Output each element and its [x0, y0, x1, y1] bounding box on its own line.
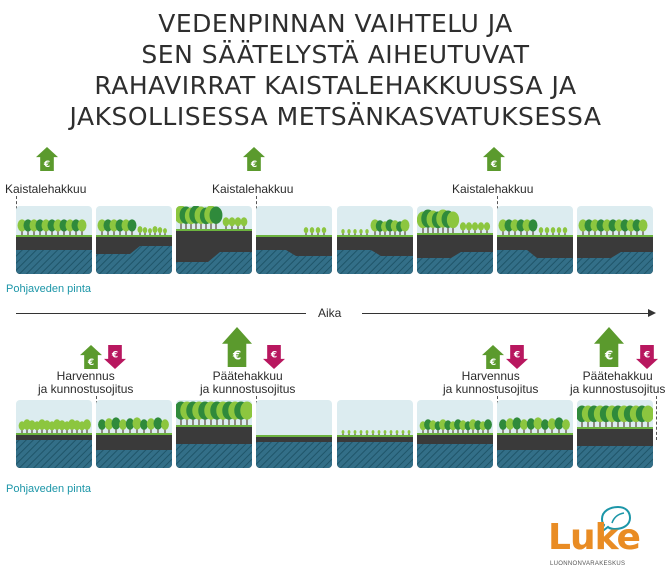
time-axis-line — [16, 313, 306, 314]
page-title — [0, 8, 671, 132]
groundwater-label-bottom: Pohjaveden pinta — [6, 483, 92, 495]
bottom-event-label-1 — [38, 370, 133, 396]
logo-wordmark: Luke — [548, 517, 640, 558]
forest-panel-bottom — [96, 400, 172, 468]
forest-panel-top — [577, 206, 653, 274]
forest-panel-top — [16, 206, 92, 274]
forest-panel-top — [417, 206, 493, 274]
bottom-event-label-3-line2: ja kunnostusojitus — [443, 382, 539, 396]
svg-text:€: € — [270, 350, 278, 361]
svg-text:€: € — [604, 348, 614, 363]
svg-text:€: € — [489, 357, 497, 368]
forest-panel-bottom — [497, 400, 573, 468]
cost-arrow-icon — [263, 345, 285, 369]
svg-text:€: € — [250, 159, 258, 170]
forest-panel-bottom — [577, 400, 653, 468]
time-axis-arrowhead-icon — [648, 309, 656, 317]
time-axis-line — [362, 313, 652, 314]
cost-arrow-icon — [636, 345, 658, 369]
svg-text:€: € — [513, 350, 521, 361]
bottom-event-label-4 — [570, 370, 665, 396]
luke-logo — [548, 505, 648, 565]
top-event-label-1: Kaistalehakkuu — [5, 182, 87, 196]
title-line-4: JAKSOLLISESSA METSÄNKASVATUKSESSA — [69, 102, 602, 131]
time-axis-label: Aika — [318, 306, 342, 320]
income-arrow-icon — [80, 345, 102, 369]
logo-subtitle: LUONNONVARAKESKUS — [550, 561, 626, 567]
bottom-event-label-1-line2: ja kunnostusojitus — [38, 382, 134, 396]
income-arrow-icon — [483, 147, 505, 171]
title-line-1: VEDENPINNAN VAIHTELU JA — [158, 9, 513, 38]
top-event-label-2: Kaistalehakkuu — [212, 182, 294, 196]
forest-panel-bottom — [417, 400, 493, 468]
forest-panel-top — [497, 206, 573, 274]
forest-panel-top — [96, 206, 172, 274]
forest-panel-top — [337, 206, 413, 274]
cost-arrow-icon — [506, 345, 528, 369]
forest-panel-top — [176, 206, 252, 274]
groundwater-label-top: Pohjaveden pinta — [6, 283, 92, 295]
svg-text:€: € — [490, 159, 498, 170]
title-line-2: SEN SÄÄTELYSTÄ AIHEUTUVAT — [141, 40, 530, 69]
svg-text:€: € — [643, 350, 651, 361]
forest-panel-bottom — [337, 400, 413, 468]
income-arrow-icon — [36, 147, 58, 171]
time-axis — [0, 304, 671, 322]
income-arrow-icon — [594, 327, 624, 367]
svg-text:€: € — [87, 357, 95, 368]
forest-panel-bottom — [256, 400, 332, 468]
bottom-event-label-2-line2: ja kunnostusojitus — [200, 382, 296, 396]
bottom-event-label-4-line1: Päätehakkuu — [582, 369, 653, 383]
income-arrow-icon — [243, 147, 265, 171]
forest-panel-bottom — [176, 400, 252, 468]
top-event-label-3: Kaistalehakkuu — [452, 182, 534, 196]
svg-text:€: € — [232, 348, 242, 363]
bottom-event-label-3 — [443, 370, 538, 396]
bottom-event-label-4-line2: ja kunnostusojitus — [570, 382, 666, 396]
event-marker-line — [656, 396, 657, 440]
income-arrow-icon — [222, 327, 252, 367]
svg-text:€: € — [111, 350, 119, 361]
bottom-event-label-3-line1: Harvennus — [461, 369, 520, 383]
bottom-event-label-2-line1: Päätehakkuu — [212, 369, 283, 383]
svg-text:€: € — [43, 159, 51, 170]
forest-panel-top — [256, 206, 332, 274]
bottom-event-label-2 — [200, 370, 295, 396]
title-line-3: RAHAVIRRAT KAISTALEHAKKUUSSA JA — [94, 71, 577, 100]
income-arrow-icon — [482, 345, 504, 369]
bottom-event-label-1-line1: Harvennus — [56, 369, 115, 383]
cost-arrow-icon — [104, 345, 126, 369]
forest-panel-bottom — [16, 400, 92, 468]
